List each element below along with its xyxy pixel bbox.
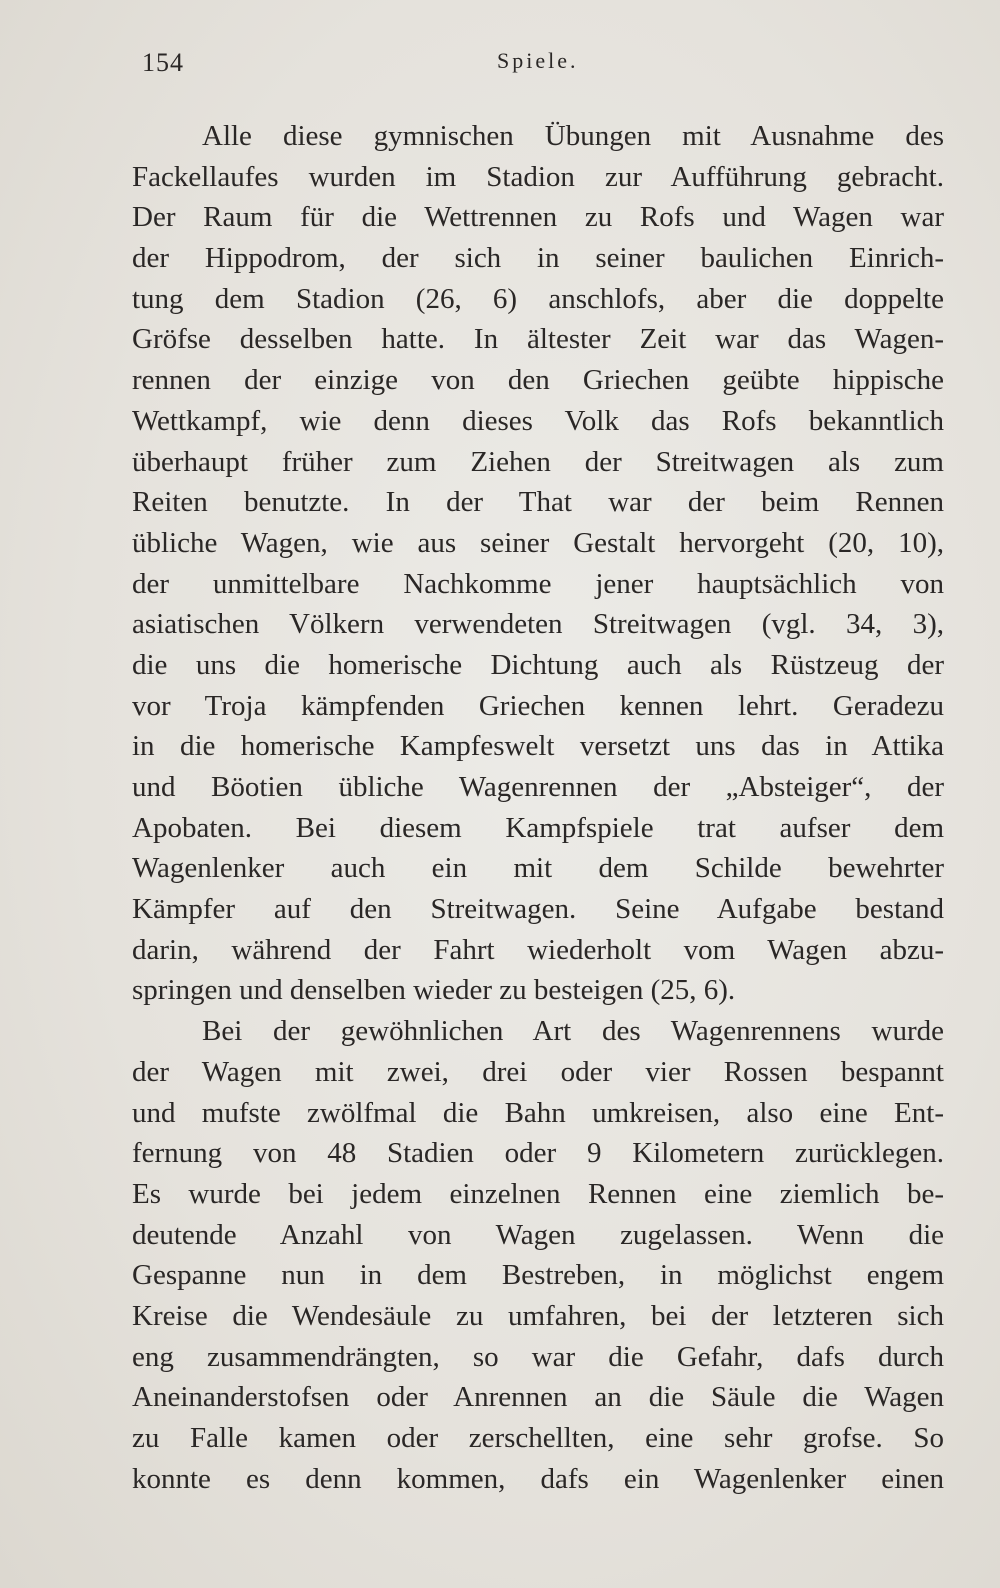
text-line: in die homerische Kampfeswelt versetzt uns das in Attika [132, 730, 944, 763]
text-line: Gespanne nun in dem Bestreben, in möglichst engem [132, 1259, 944, 1292]
text-line: Reiten benutzte. In der That war der beim Rennen [132, 486, 944, 519]
text-line: und mufste zwölfmal die Bahn umkreisen, also eine Ent- [132, 1096, 944, 1129]
running-title: Spiele. [497, 48, 579, 73]
text-line: vor Troja kämpfenden Griechen kennen lehrt. Geradezu [132, 689, 944, 722]
text-line: Wettkampf, wie denn dieses Volk das Rofs bekanntlich [132, 404, 944, 437]
text-line: darin, während der Fahrt wiederholt vom Wagen abzu- [132, 933, 944, 966]
text-line: Kämpfer auf den Streitwagen. Seine Aufgabe bestand [132, 893, 944, 926]
text-line: der Wagen mit zwei, drei oder vier Rossen bespannt [132, 1055, 944, 1088]
text-line: und Böotien übliche Wagenrennen der „Absteiger“, der [132, 771, 944, 803]
text-line: der unmittelbare Nachkomme jener hauptsächlich von [132, 567, 944, 600]
text-line: Fackellaufes wurden im Stadion zur Aufführung gebracht. [132, 160, 944, 193]
text-line: Der Raum für die Wettrennen zu Rofs und Wagen war [132, 201, 944, 234]
text-line: Apobaten. Bei diesem Kampfspiele trat aufser dem [132, 811, 944, 844]
text-line: fernung von 48 Stadien oder 9 Kilometern zurücklegen. [132, 1137, 944, 1170]
text-line: überhaupt früher zum Ziehen der Streitwagen als zum [132, 445, 944, 478]
page-header [142, 48, 942, 88]
text-line: zu Falle kamen oder zerschellten, eine sehr grofse. So [132, 1422, 944, 1454]
text-line: der Hippodrom, der sich in seiner baulichen Einrich- [132, 242, 944, 275]
text-line: rennen der einzige von den Griechen geübte hippische [132, 364, 944, 397]
text-line: Alle diese gymnischen Übungen mit Ausnahme des [202, 120, 944, 152]
text-line: Wagenlenker auch ein mit dem Schilde bewehrter [132, 852, 944, 885]
text-line: eng zusammendrängten, so war die Gefahr, dafs durch [132, 1340, 944, 1373]
text-line: deutende Anzahl von Wagen zugelassen. Wenn die [132, 1218, 944, 1251]
text-line: Es wurde bei jedem einzelnen Rennen eine ziemlich be- [132, 1177, 944, 1210]
text-line: Gröfse desselben hatte. In ältester Zeit war das Wagen- [132, 323, 944, 356]
text-line: Bei der gewöhnlichen Art des Wagenrennens wurde [202, 1015, 944, 1048]
text-line: asiatischen Völkern verwendeten Streitwagen (vgl. 34, 3), [132, 608, 944, 641]
page-number: 154 [142, 48, 184, 77]
text-line: tung dem Stadion (26, 6) anschlofs, aber die doppelte [132, 282, 944, 315]
text-line: konnte es denn kommen, dafs ein Wagenlenker einen [132, 1462, 944, 1495]
body-text [132, 116, 944, 1499]
text-line: übliche Wagen, wie aus seiner Gestalt hervorgeht (20, 10), [132, 526, 944, 559]
text-line: Kreise die Wendesäule zu umfahren, bei der letzteren sich [132, 1299, 944, 1332]
text-line: springen und denselben wieder zu besteigen (25, 6). [132, 974, 736, 1007]
text-line: die uns die homerische Dichtung auch als Rüstzeug der [132, 648, 944, 681]
text-line: Aneinanderstofsen oder Anrennen an die Säule die Wagen [132, 1381, 944, 1414]
